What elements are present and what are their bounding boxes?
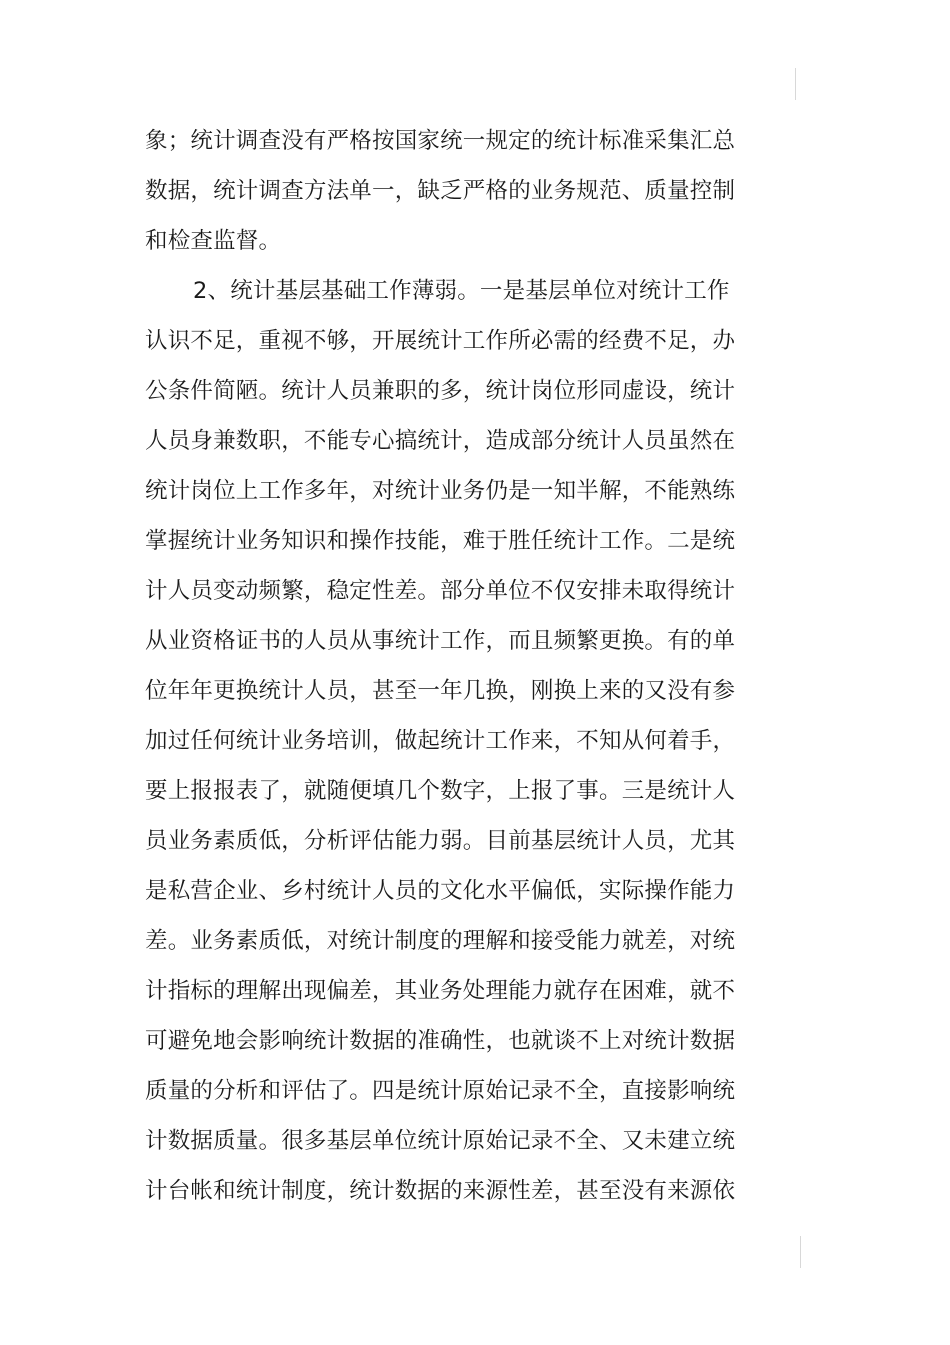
text-line: 统计岗位上工作多年，对统计业务仍是一知半解，不能熟练 [145, 478, 736, 504]
text-line: 差。业务素质低，对统计制度的理解和接受能力就差，对统 [145, 928, 736, 954]
page-edge-mark-top [795, 68, 796, 100]
text-line: 计台帐和统计制度，统计数据的来源性差，甚至没有来源依 [145, 1178, 736, 1204]
text-line: 数据，统计调查方法单一，缺乏严格的业务规范、质量控制 [145, 178, 736, 204]
paragraph-first-line: 2、统计基层基础工作薄弱。一是基层单位对统计工作 [193, 278, 730, 304]
text-line: 加过任何统计业务培训，做起统计工作来，不知从何着手， [145, 728, 736, 754]
text-line: 掌握统计业务知识和操作技能，难于胜任统计工作。二是统 [145, 528, 736, 554]
text-line: 计人员变动频繁，稳定性差。部分单位不仅安排未取得统计 [145, 578, 736, 604]
text-line: 和检查监督。 [145, 228, 282, 254]
text-line: 计数据质量。很多基层单位统计原始记录不全、又未建立统 [145, 1128, 736, 1154]
text-line: 人员身兼数职，不能专心搞统计，造成部分统计人员虽然在 [145, 428, 736, 454]
text-line: 可避免地会影响统计数据的准确性，也就谈不上对统计数据 [145, 1028, 736, 1054]
text-line: 是私营企业、乡村统计人员的文化水平偏低，实际操作能力 [145, 878, 736, 904]
text-line: 位年年更换统计人员，甚至一年几换，刚换上来的又没有参 [145, 678, 736, 704]
page-edge-mark-bottom [800, 1236, 801, 1268]
text-line: 象；统计调查没有严格按国家统一规定的统计标准采集汇总 [145, 128, 736, 154]
text-line: 质量的分析和评估了。四是统计原始记录不全，直接影响统 [145, 1078, 736, 1104]
text-line: 从业资格证书的人员从事统计工作，而且频繁更换。有的单 [145, 628, 736, 654]
text-line: 员业务素质低，分析评估能力弱。目前基层统计人员，尤其 [145, 828, 736, 854]
text-line: 认识不足，重视不够，开展统计工作所必需的经费不足，办 [145, 328, 736, 354]
text-line: 计指标的理解出现偏差，其业务处理能力就存在困难，就不 [145, 978, 736, 1004]
text-line: 要上报报表了，就随便填几个数字，上报了事。三是统计人 [145, 778, 736, 804]
text-line: 公条件简陋。统计人员兼职的多，统计岗位形同虚设，统计 [145, 378, 736, 404]
